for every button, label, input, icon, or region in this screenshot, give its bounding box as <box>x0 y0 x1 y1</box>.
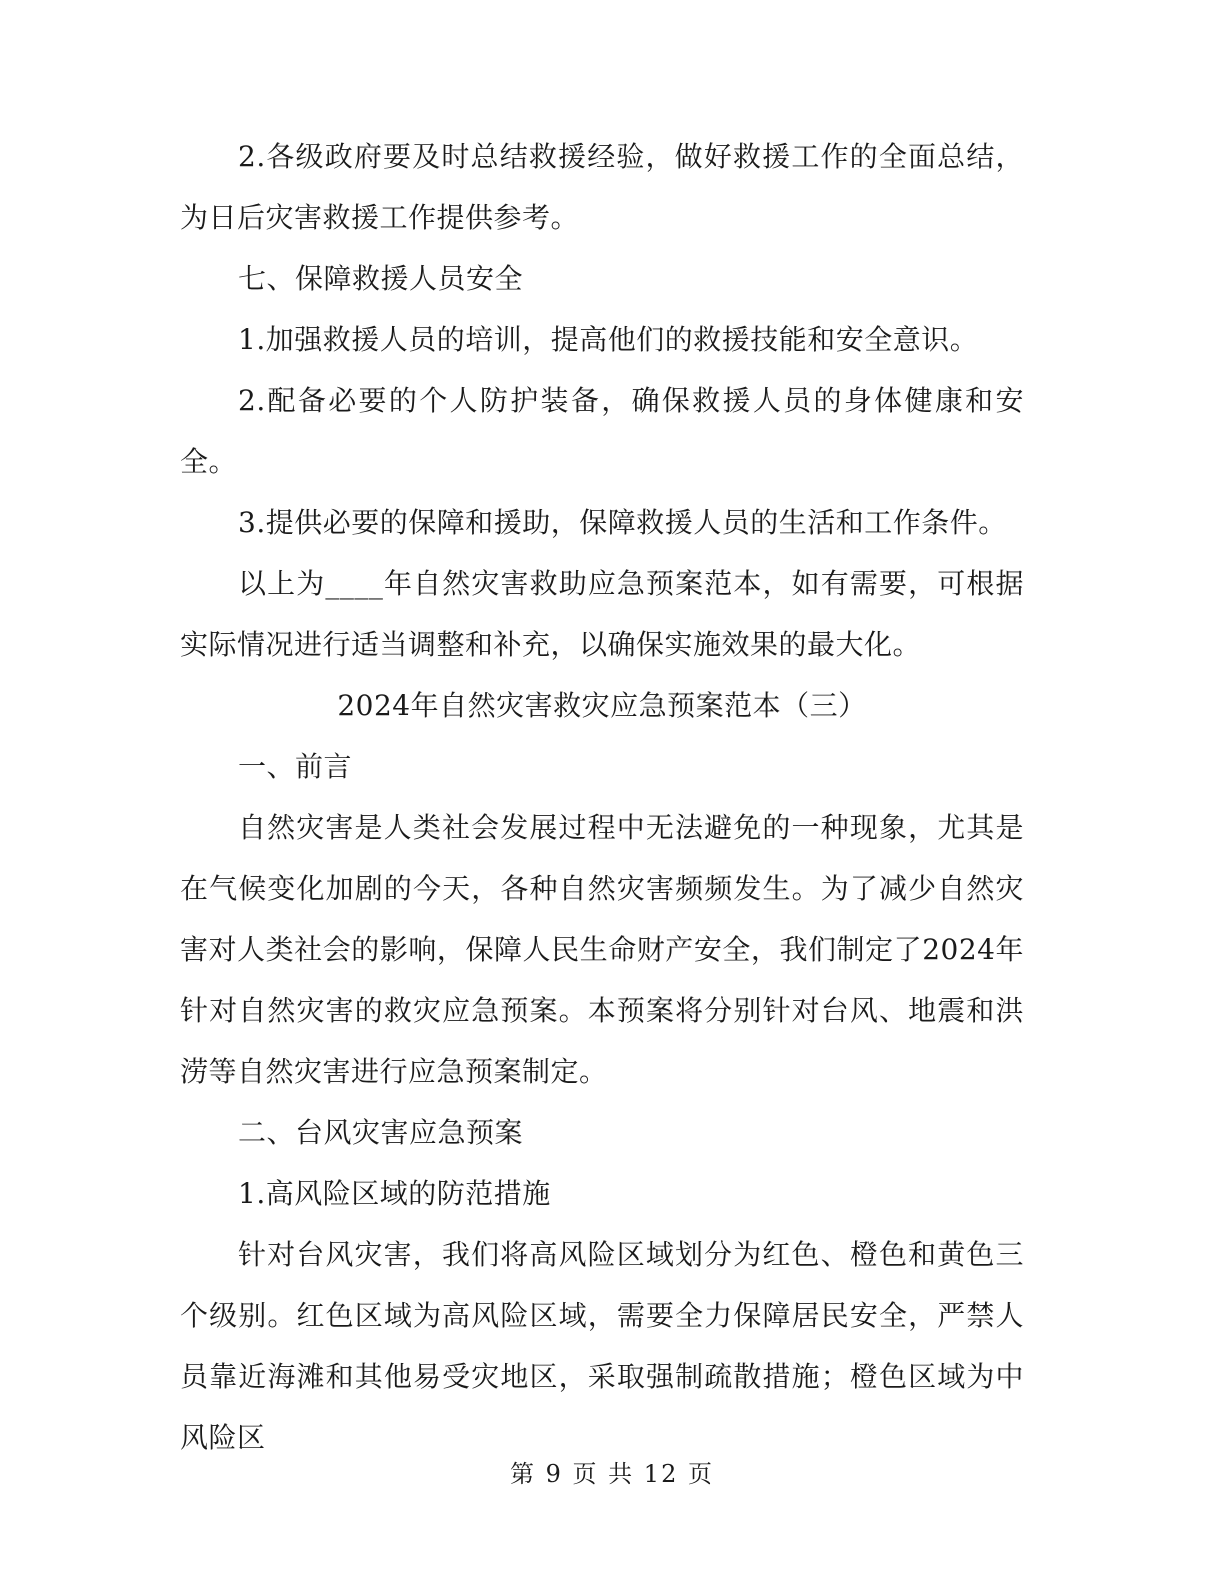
section-heading: 一、前言 <box>238 750 353 783</box>
section-heading: 七、保障救援人员安全 <box>238 262 524 295</box>
page-footer <box>0 1456 1224 1492</box>
document-title: 2024年自然灾害救灾应急预案范本（三） <box>337 689 867 722</box>
subsection-heading: 1.高风险区域的防范措施 <box>238 1177 551 1210</box>
paragraph: 自然灾害是人类社会发展过程中无法避免的一种现象，尤其是在气候变化加剧的今天，各种自然灾害频频发生。为了减少自然灾害对人类社会的影响，保障人民生命财产安全，我们制定了2024年针对自然灾害的救灾应急预案。本预案将分别针对台风、地震和洪涝等自然灾害进行应急预案制定。 <box>180 811 1024 1088</box>
paragraph: 3.提供必要的保障和援助，保障救援人员的生活和工作条件。 <box>238 506 1007 539</box>
page-number: 第 9 页 共 12 页 <box>510 1460 714 1488</box>
section-heading: 二、台风灾害应急预案 <box>238 1116 524 1149</box>
paragraph: 以上为____年自然灾害救助应急预案范本，如有需要，可根据实际情况进行适当调整和补充，以确保实施效果的最大化。 <box>180 567 1024 661</box>
paragraph: 1.加强救援人员的培训，提高他们的救援技能和安全意识。 <box>238 323 979 356</box>
paragraph: 2.配备必要的个人防护装备，确保救援人员的身体健康和安全。 <box>180 384 1024 478</box>
document-body <box>180 126 1024 1468</box>
paragraph: 针对台风灾害，我们将高风险区域划分为红色、橙色和黄色三个级别。红色区域为高风险区域，需要全力保障居民安全，严禁人员靠近海滩和其他易受灾地区，采取强制疏散措施；橙色区域为中风险区 <box>180 1238 1024 1454</box>
paragraph: 2.各级政府要及时总结救援经验，做好救援工作的全面总结，为日后灾害救援工作提供参考。 <box>180 140 1024 234</box>
